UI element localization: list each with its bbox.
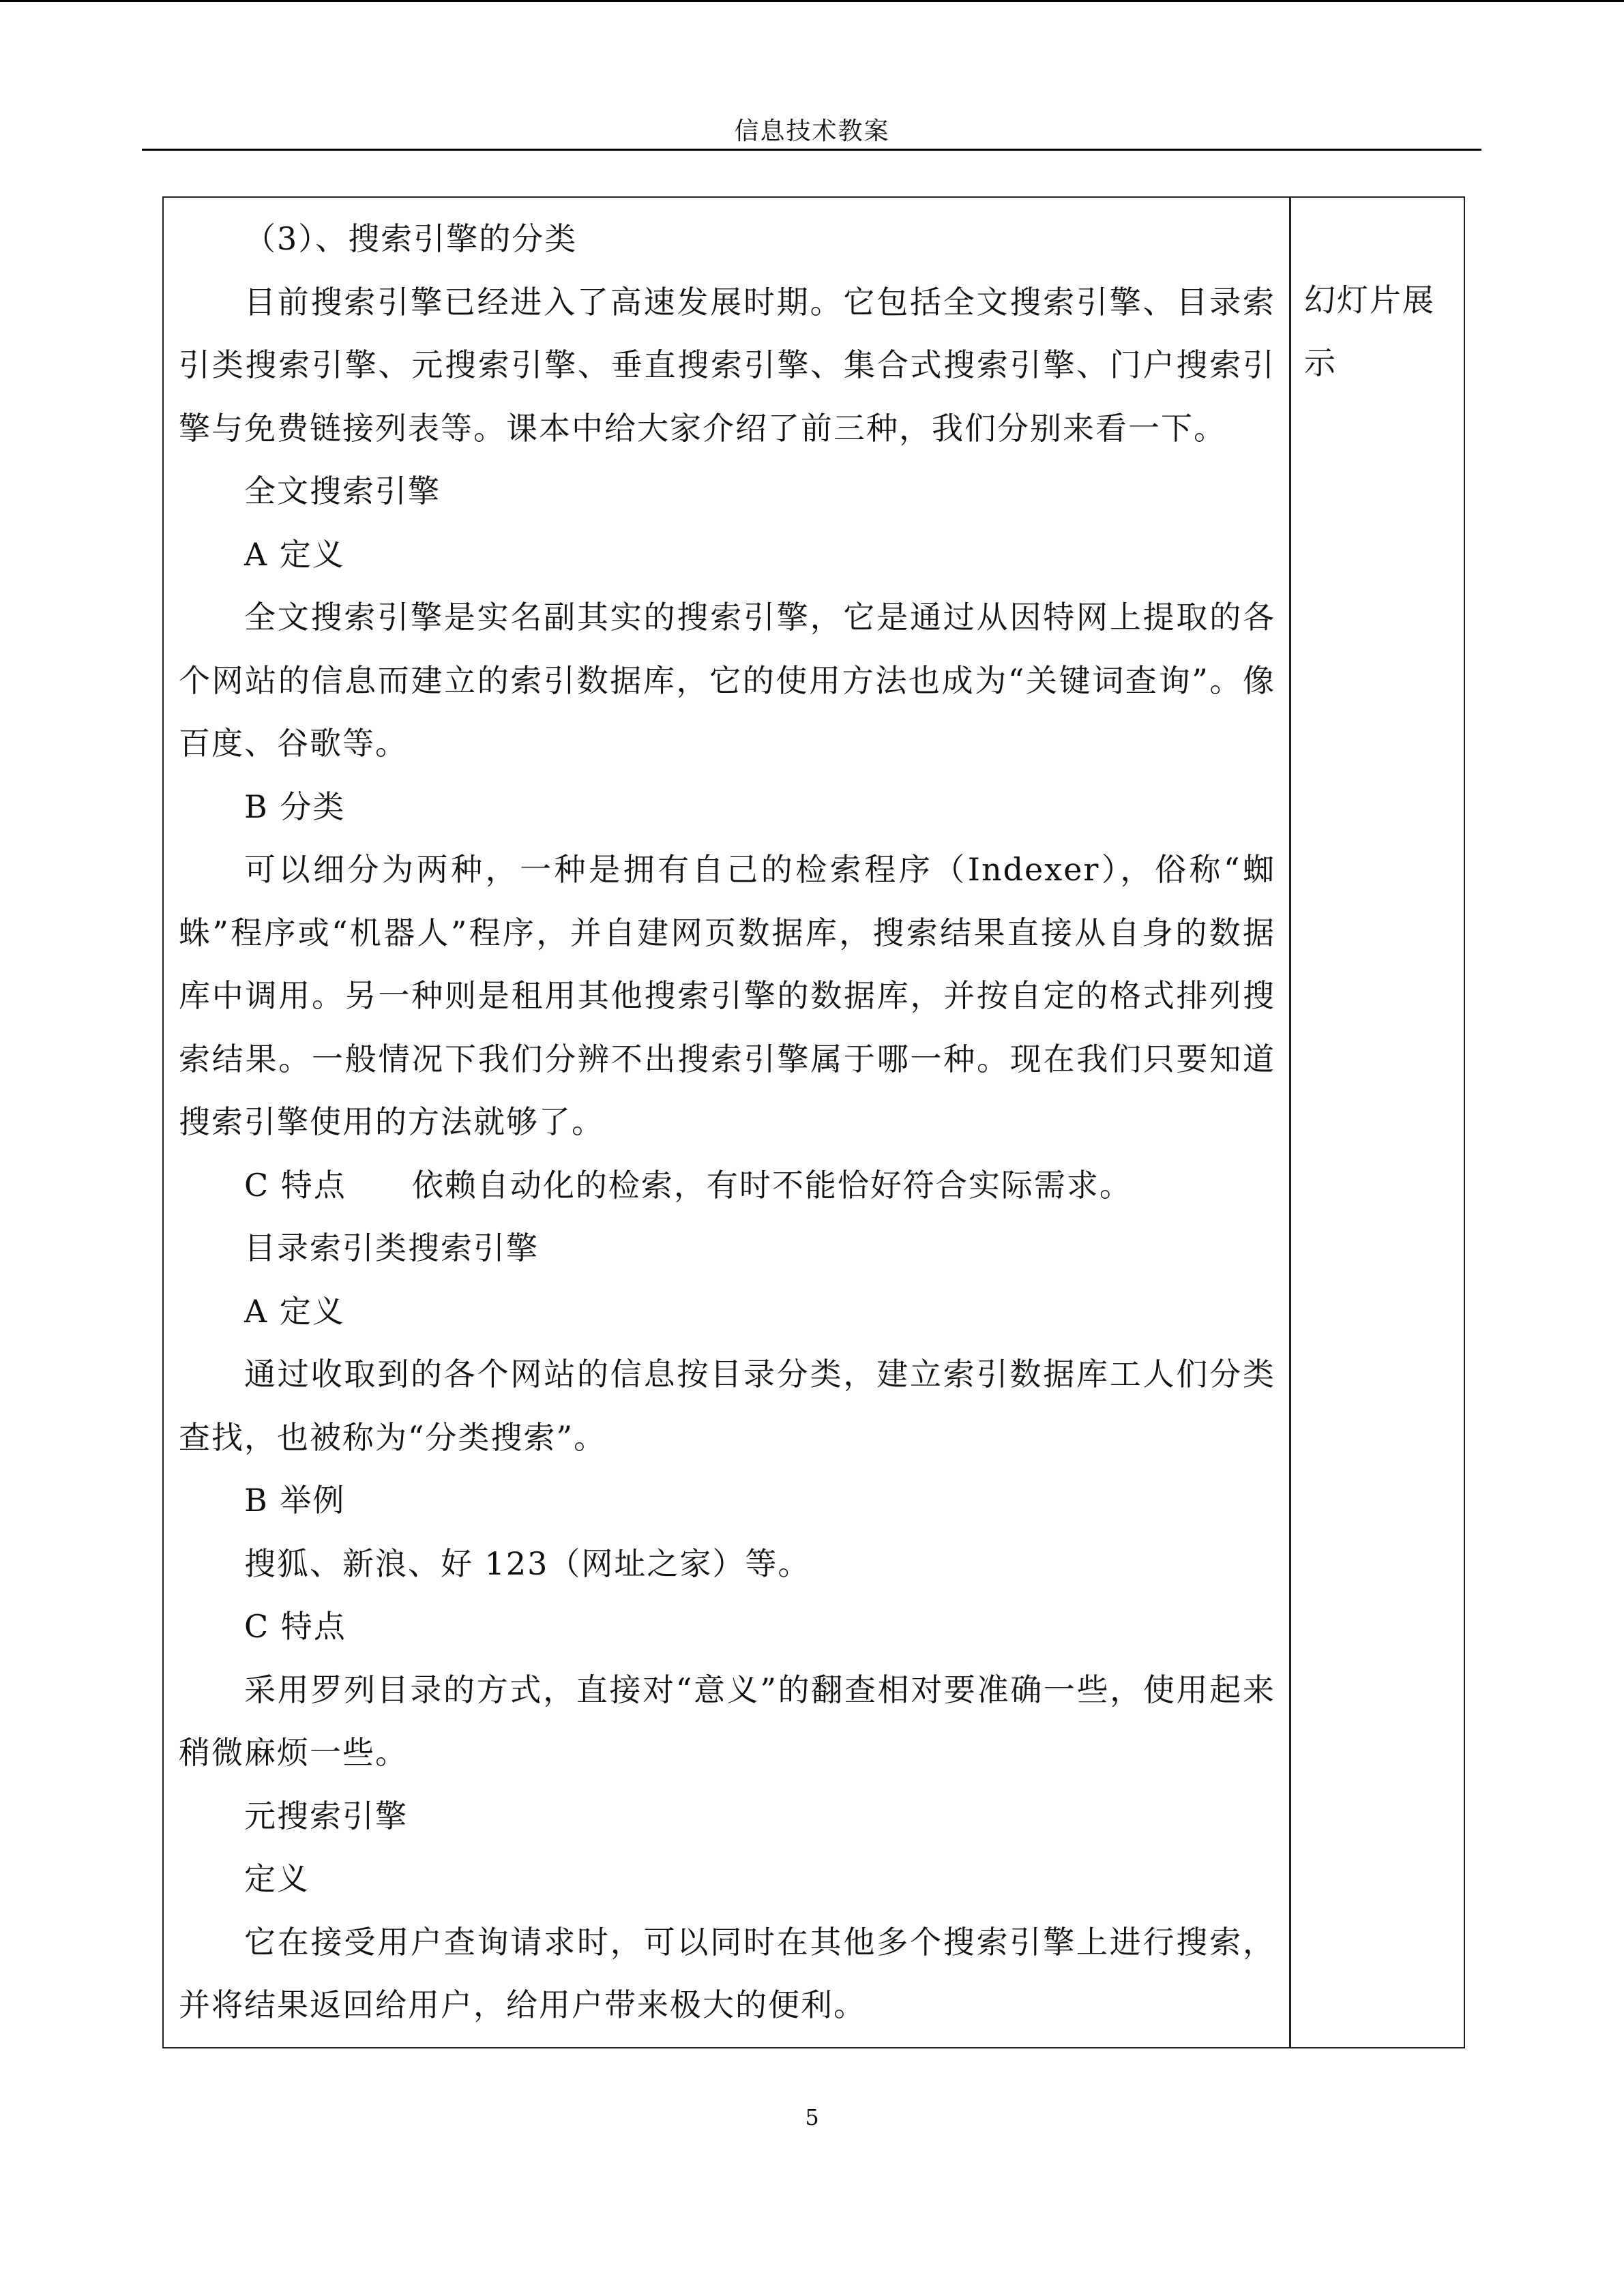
lesson-table	[162, 196, 1465, 2048]
teaching-content-cell	[179, 207, 1275, 2037]
item-label-features: C 特点	[244, 1608, 346, 1645]
intro-paragraph: 目前搜索引擎已经进入了高速发展时期。它包括全文搜索引擎、目录索引类搜索引擎、元搜索引擎、垂直搜索引擎、集合式搜索引擎、门户搜索引擎与免费链接列表等。课本中给大家介绍了前三种，我们分别来看一下。	[179, 283, 1275, 447]
header-rule	[142, 149, 1481, 151]
item-label-examples: B 举例	[244, 1482, 346, 1519]
item-label-definition: 定义	[244, 1860, 310, 1897]
directory-features-paragraph: 采用罗列目录的方式，直接对“意义”的翻查相对要准确一些，使用起来稍微麻烦一些。	[179, 1671, 1275, 1771]
section-heading: （3）、搜索引擎的分类	[244, 220, 578, 257]
fulltext-features-paragraph: C 特点 依赖自动化的检索，有时不能恰好符合实际需求。	[244, 1166, 1132, 1204]
column-divider	[1289, 198, 1291, 2047]
item-label-classification: B 分类	[244, 788, 346, 825]
directory-examples-paragraph: 搜狐、新浪、好 123（网址之家）等。	[244, 1545, 811, 1582]
subheading-meta-engine: 元搜索引擎	[244, 1797, 408, 1834]
teaching-method-cell: 幻灯片展示	[1304, 282, 1435, 381]
item-label-definition: A 定义	[244, 1292, 345, 1330]
directory-definition-paragraph: 通过收取到的各个网站的信息按目录分类，建立索引数据库工人们分类查找，也被称为“分类搜索”。	[179, 1356, 1275, 1456]
meta-definition-paragraph: 它在接受用户查询请求时，可以同时在其他多个搜索引擎上进行搜索，并将结果返回给用户，给用户带来极大的便利。	[179, 1923, 1275, 2023]
header-title: 信息技术教案	[734, 117, 890, 145]
item-label-definition: A 定义	[244, 535, 345, 573]
page-number: 5	[805, 2104, 819, 2130]
subheading-fulltext-engine: 全文搜索引擎	[244, 473, 441, 509]
fulltext-classification-paragraph: 可以细分为两种，一种是拥有自己的检索程序（Indexer），俗称“蜘蛛”程序或“机器人”程序，并自建网页数据库，搜索结果直接从自身的数据库中调用。另一种则是租用其他搜索引擎的数据库，并按自定的格式排列搜索结果。一般情况下我们分辨不出搜索引擎属于哪一种。现在我们只要知道搜索引擎使用的方法就够了。	[179, 851, 1275, 1140]
subheading-directory-engine: 目录索引类搜索引擎	[244, 1229, 539, 1266]
fulltext-definition-paragraph: 全文搜索引擎是实名副其实的搜索引擎，它是通过从因特网上提取的各个网站的信息而建立的索引数据库，它的使用方法也成为“关键词查询”。像百度、谷歌等。	[179, 599, 1275, 762]
page-top-border	[0, 0, 1624, 2]
